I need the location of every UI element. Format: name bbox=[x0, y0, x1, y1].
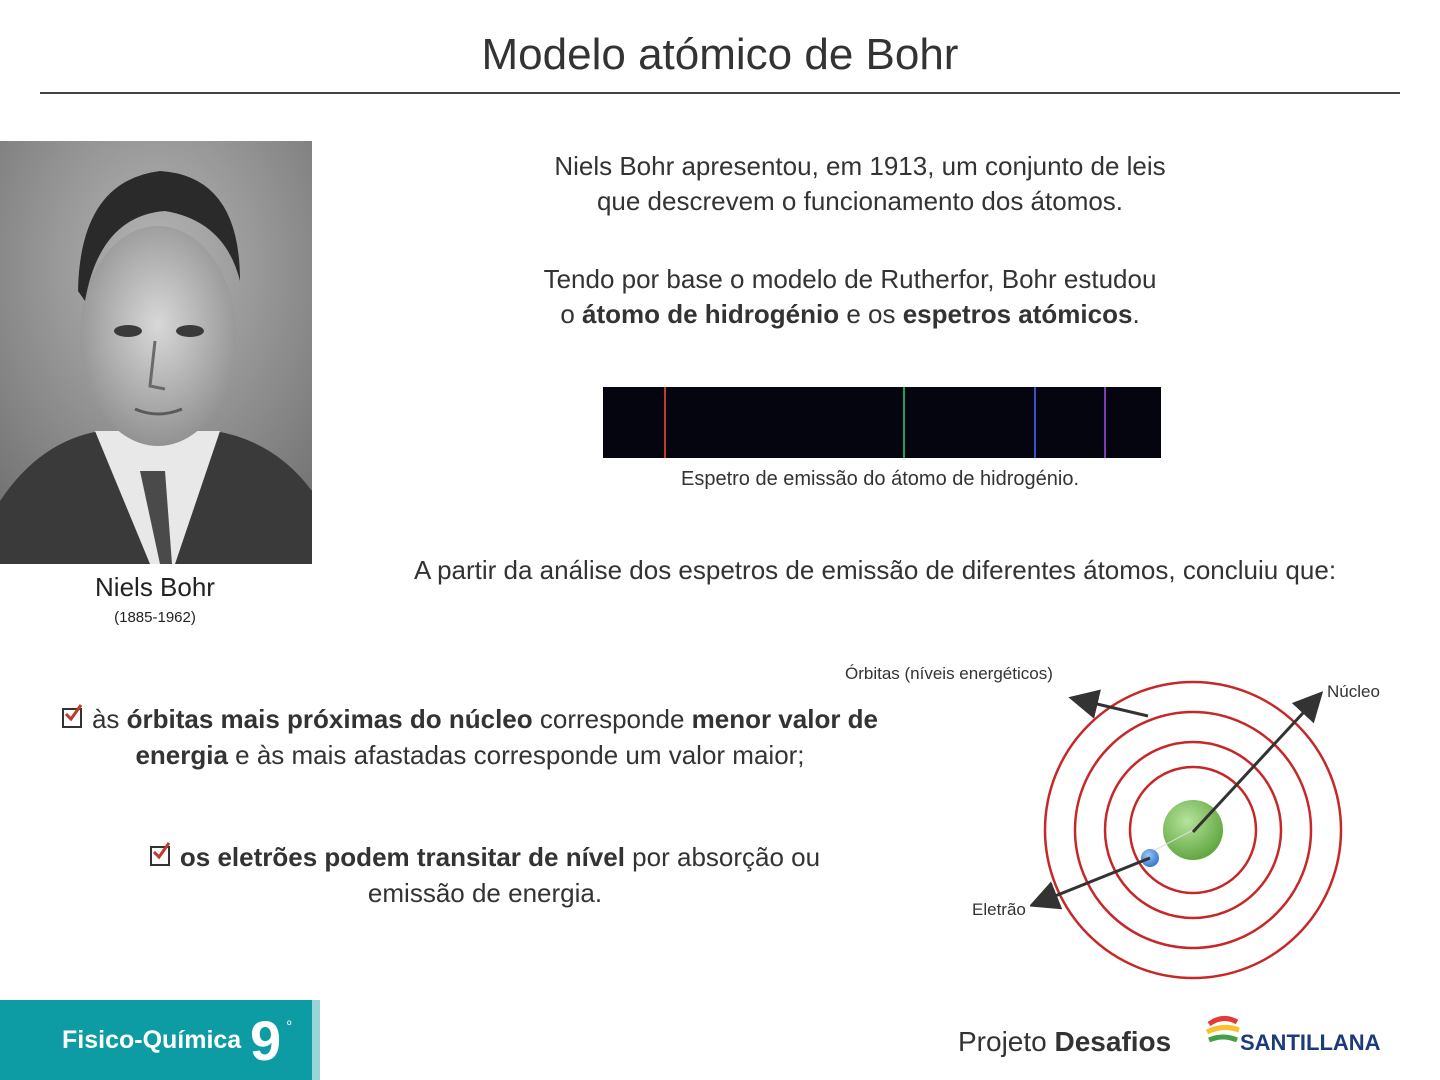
text: corresponde bbox=[532, 704, 692, 734]
intro-line-1: Niels Bohr apresentou, em 1913, um conjunto de leis bbox=[554, 151, 1166, 181]
lower-energy-emphasis: menor valor de energia bbox=[135, 704, 879, 770]
publisher-logo: SANTILLANA bbox=[1240, 1030, 1381, 1055]
electron-label: Eletrão bbox=[972, 900, 1026, 919]
spectral-line bbox=[903, 387, 905, 458]
text: e os bbox=[839, 299, 903, 329]
checkbox-checked-icon bbox=[150, 846, 170, 866]
rutherford-line-1: Tendo por base o modelo de Rutherfor, Bohr estudou bbox=[543, 264, 1157, 294]
footer-bar bbox=[0, 1000, 1440, 1080]
subject-label: Fisico-Química bbox=[62, 1026, 242, 1054]
portrait-caption-name: Niels Bohr bbox=[95, 572, 215, 602]
santillana-logo-icon bbox=[1205, 1014, 1241, 1050]
banner-edge bbox=[312, 1000, 320, 1080]
rutherford-line-2 bbox=[490, 297, 1210, 332]
text: o bbox=[560, 299, 582, 329]
rutherford-paragraph bbox=[490, 262, 1210, 332]
spectral-line bbox=[1034, 387, 1036, 458]
text: por absorção ou emissão de energia. bbox=[367, 842, 821, 908]
conclusion-bullet-2 bbox=[130, 839, 840, 911]
text: . bbox=[1132, 299, 1140, 329]
closest-orbits-emphasis: órbitas mais próximas do núcleo bbox=[126, 704, 533, 734]
atomic-spectra-emphasis: espetros atómicos bbox=[902, 299, 1133, 329]
project-logo bbox=[958, 1026, 1171, 1058]
nucleus-label: Núcleo bbox=[1327, 682, 1380, 701]
text: às bbox=[91, 704, 127, 734]
hydrogen-emission-spectrum bbox=[603, 387, 1161, 458]
bohr-atom-diagram bbox=[1030, 680, 1380, 980]
spectral-line bbox=[1104, 387, 1106, 458]
niels-bohr-portrait bbox=[0, 141, 312, 564]
text: e às mais afastadas corresponde um valor maior; bbox=[227, 740, 805, 770]
title-divider bbox=[40, 92, 1400, 94]
hydrogen-atom-emphasis: átomo de hidrogénio bbox=[582, 299, 840, 329]
orbits-label: Órbitas (níveis energéticos) bbox=[845, 664, 1053, 683]
project-prefix: Projeto bbox=[958, 1026, 1055, 1057]
grade-ordinal: º bbox=[287, 1018, 292, 1032]
conclusion-bullet-1 bbox=[40, 701, 900, 773]
intro-line-2: que descrevem o funcionamento dos átomos. bbox=[596, 186, 1124, 216]
checkbox-checked-icon bbox=[62, 708, 82, 728]
electron-transition-emphasis: os eletrões podem transitar de nível bbox=[179, 842, 625, 872]
spectral-line bbox=[664, 387, 666, 458]
spectrum-caption: Espetro de emissão do átomo de hidrogénio. bbox=[680, 468, 1080, 490]
page-title: Modelo atómico de Bohr bbox=[481, 30, 959, 79]
project-name: Desafios bbox=[1054, 1026, 1172, 1057]
orbits-pointer-arrow bbox=[1080, 700, 1148, 716]
grade-label: 9 bbox=[250, 1009, 282, 1072]
conclusion-intro: A partir da análise dos espetros de emissão de diferentes átomos, concluiu que: bbox=[413, 555, 1337, 585]
intro-paragraph bbox=[500, 149, 1220, 219]
portrait-caption-years: (1885-1962) bbox=[114, 609, 196, 626]
